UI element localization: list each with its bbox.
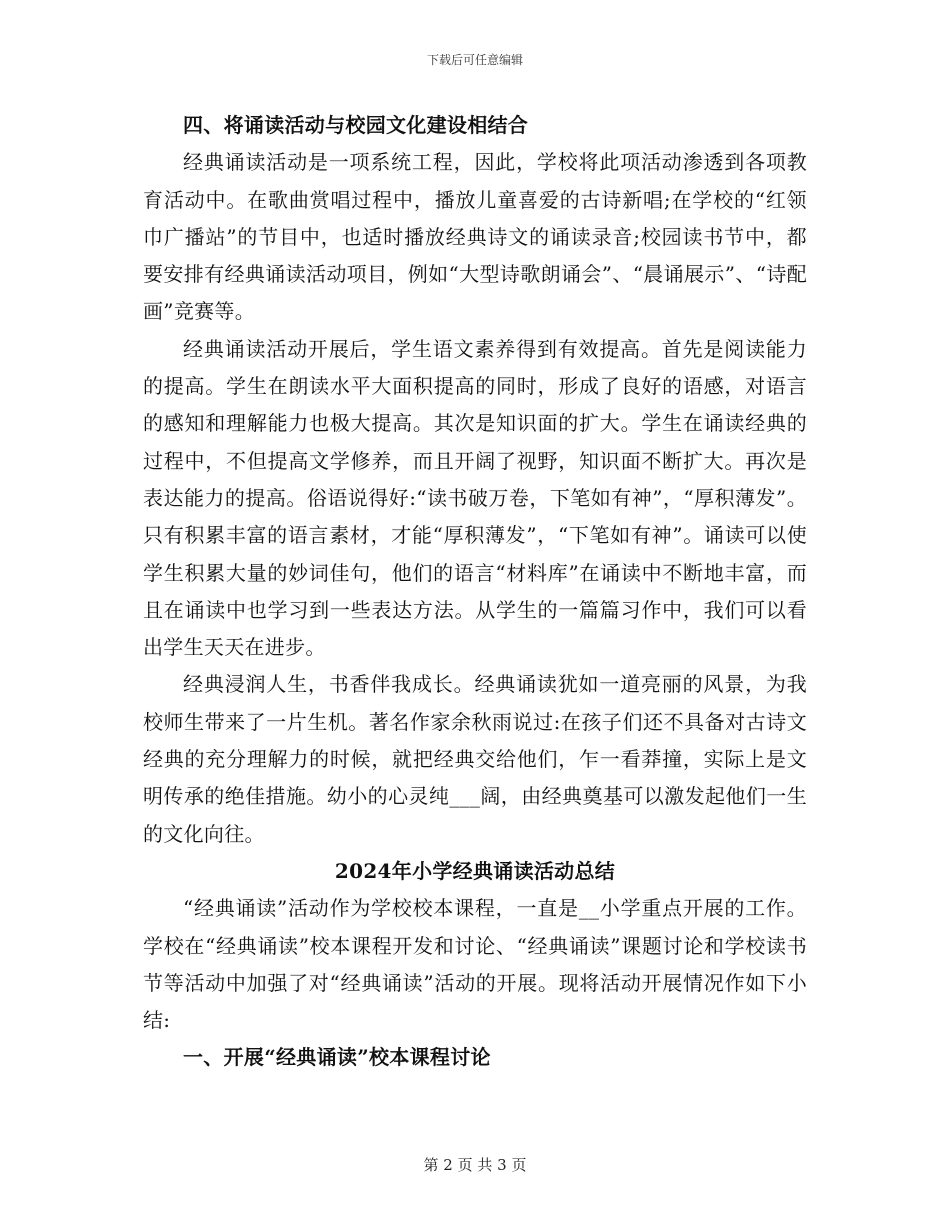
paragraph-1: 经典诵读活动是一项系统工程，因此，学校将此项活动渗透到各项教育活动中。在歌曲赏唱过程中，播放儿童喜爱的古诗新唱;在学校的“红领巾广播站”的节目中，也适时播放经典诗文的诵读录音;校园读书节中，都要安排有经典诵读活动项目，例如“大型诗歌朗诵会”、“晨诵展示”、“诗配画”竞赛等。 <box>143 150 807 324</box>
paragraph-4: “经典诵读”活动作为学校校本课程，一直是__小学重点开展的工作。学校在“经典诵读”校本课程开发和讨论、“经典诵读”课题讨论和学校读书节等活动中加强了对“经典诵读”活动的开展。现将活动开展情况作如下小结: <box>143 896 807 1033</box>
page-header-note: 下载后可任意编辑 <box>426 53 523 67</box>
section-heading-4: 四、将诵读活动与校园文化建设相结合 <box>183 113 529 137</box>
document-body <box>143 107 807 1077</box>
paragraph-2: 经典诵读活动开展后，学生语文素养得到有效提高。首先是阅读能力的提高。学生在朗读水平大面积提高的同时，形成了良好的语感，对语言的感知和理解能力也极大提高。其次是知识面的扩大。学生在诵读经典的过程中，不但提高文学修养，而且开阔了视野，知识面不断扩大。再次是表达能力的提高。俗语说得好:“读书破万卷，下笔如有神”，“厚积薄发”。只有积累丰富的语言素材，才能“厚积薄发”，“下笔如有神”。诵读可以使学生积累大量的妙词佳句，他们的语言“材料库”在诵读中不断地丰富，而且在诵读中也学习到一些表达方法。从学生的一篇篇习作中，我们可以看出学生天天在进步。 <box>143 336 807 660</box>
paragraph-3: 经典浸润人生，书香伴我成长。经典诵读犹如一道亮丽的风景，为我校师生带来了一片生机。著名作家余秋雨说过:在孩子们还不具备对古诗文经典的充分理解力的时候，就把经典交给他们，乍一看莽撞，实际上是文明传承的绝佳措施。幼小的心灵纯___阔，由经典奠基可以激发起他们一生的文化向往。 <box>143 672 807 846</box>
section-heading-1: 一、开展“经典诵读”校本课程讨论 <box>183 1045 491 1070</box>
document-title: 2024年小学经典诵读活动总结 <box>334 858 616 883</box>
page-number-footer: 第 2 页 共 3 页 <box>423 1156 527 1174</box>
